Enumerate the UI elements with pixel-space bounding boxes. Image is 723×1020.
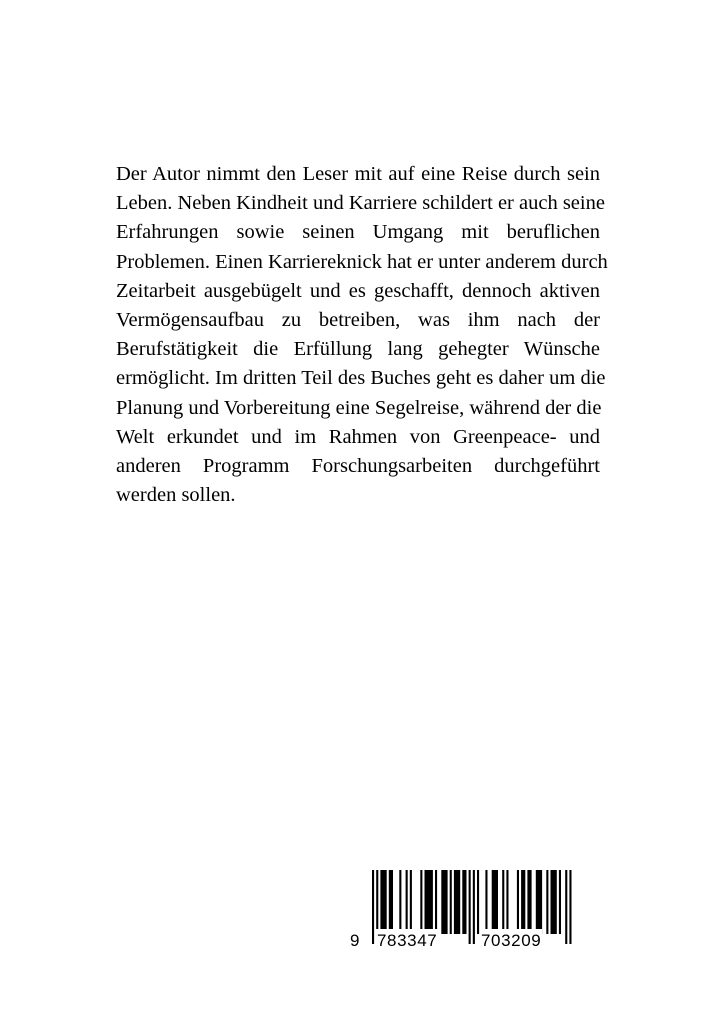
blurb-line-2: Leben. Neben Kindheit und Karriere schildert er auch seine: [116, 192, 605, 215]
blurb-line-1: Der Autor nimmt den Leser mit auf eine Reise durch sein: [116, 163, 600, 185]
barcode-bar: [551, 870, 557, 934]
barcode-bar: [492, 870, 498, 934]
barcode-bar: [425, 870, 433, 934]
blurb-line-9: Planung und Vorbereitung eine Segelreise, während der die: [116, 396, 602, 419]
isbn-barcode: [349, 868, 589, 958]
blurb-line-4: Problemen. Einen Karriereknick hat er unter anderem durch: [116, 250, 608, 273]
barcode-bar: [527, 870, 531, 934]
isbn-lead-digit: 9: [349, 929, 360, 953]
barcode-bar: [536, 870, 542, 934]
barcode-bar: [546, 870, 548, 934]
barcode-bar: [506, 870, 508, 934]
barcode-bar: [485, 870, 487, 934]
barcode-bar: [559, 870, 561, 934]
barcode-bar: [450, 870, 452, 934]
barcode-bar: [406, 870, 408, 934]
isbn-right-group: 703209: [480, 929, 542, 953]
blurb-line-10: Welt erkundet und im Rahmen von Greenpeace- und: [116, 425, 600, 448]
book-blurb: [116, 160, 608, 510]
barcode-bar: [441, 870, 447, 934]
barcode-bar: [502, 870, 504, 934]
barcode-bar: [435, 870, 437, 934]
blurb-line-11: anderen Programm Forschungsarbeiten durchgeführt: [116, 454, 600, 477]
barcode-bar: [380, 870, 386, 934]
blurb-line-8: ermöglicht. Im dritten Teil des Buches geht es daher um die: [116, 367, 606, 390]
barcode-bar: [454, 870, 460, 934]
barcode-bar: [399, 870, 401, 934]
blurb-line-7: Berufstätigkeit die Erfüllung lang gehegter Wünsche: [116, 338, 600, 361]
barcode-bar: [389, 870, 393, 934]
barcode-bar: [477, 870, 479, 934]
blurb-line-12: werden sollen.: [116, 484, 236, 507]
blurb-line-3: Erfahrungen sowie seinen Umgang mit beruflichen: [116, 221, 600, 244]
blurb-line-5: Zeitarbeit ausgebügelt und es geschafft, dennoch aktiven: [116, 279, 600, 302]
barcode-bar: [420, 870, 422, 934]
blurb-line-6: Vermögensaufbau zu betreiben, was ihm nach der: [116, 308, 600, 331]
barcode-bar: [462, 870, 466, 934]
barcode-bar: [517, 870, 519, 934]
barcode-bar: [410, 870, 412, 934]
isbn-number: [349, 929, 589, 953]
isbn-left-group: 783347: [376, 929, 438, 953]
barcode-bar: [521, 870, 525, 934]
